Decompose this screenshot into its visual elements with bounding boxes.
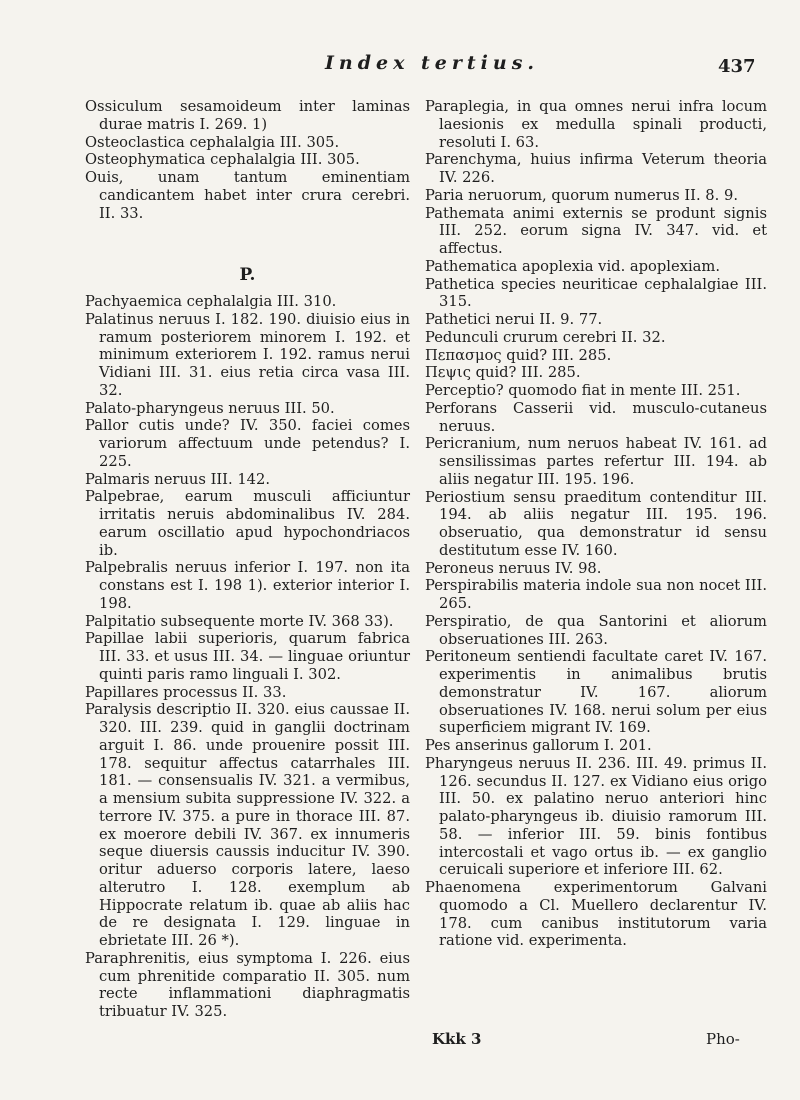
- section-letter: P.: [239, 265, 256, 286]
- index-entry: Pes anserinus gallorum I. 201.: [425, 737, 652, 754]
- index-entry: Pathemata animi externis se produnt signis III. 252. eorum signa IV. 347. vid. et affectus.: [425, 204, 767, 257]
- index-entry: Perspiratio, de qua Santorini et aliorum obseruationes III. 263.: [425, 612, 767, 648]
- index-entry: Pathetici nerui II. 9. 77.: [425, 311, 603, 328]
- index-entry: Perspirabilis materia indole sua non nocet III. 265.: [425, 577, 767, 612]
- right-entries: [425, 98, 767, 950]
- index-entry: Paraphrenitis, eius symptoma I. 226. eius cum phrenitide comparatio II. 305. num recte inflammationi diaphragmatis tribuatur IV. 325.: [85, 949, 410, 1020]
- index-entry: Palpitatio subsequente morte IV. 368 33).: [85, 612, 394, 630]
- index-entry: Phaenomena experimentorum Galvani quomodo a Cl. Muellero declarentur IV. 178. cum canibus institutorum varia ratione vid. experimenta.: [425, 879, 767, 950]
- left-entries: [85, 293, 410, 1021]
- index-entry: Palatinus neruus I. 182. 190. diuisio eius in ramum posteriorem minorem I. 192. et minimum exteriorem I. 192. ramus nerui Vidiani III. 31. eius retia circa vasa III. 32.: [85, 310, 410, 399]
- index-entry: Papillares processus II. 33.: [85, 683, 287, 701]
- index-entry: Palpebralis neruus inferior I. 197. non ita constans est I. 198 1). exterior interior I. 198.: [85, 559, 410, 612]
- left-entries-top: [85, 98, 410, 222]
- index-entry: Paraplegia, in qua omnes nerui infra locum laesionis ex medulla spinali producti, resoluti I. 63.: [425, 98, 767, 151]
- index-entry: Osteophymatica cephalalgia III. 305.: [85, 151, 360, 169]
- index-entry: Periostium sensu praeditum contenditur III. 194. ab aliis negatur III. 195. 196. obseruatio, qua demonstratur id sensu destitutum esse IV. 160.: [425, 488, 767, 559]
- index-entry: Parenchyma, huius infirma Veterum theoria IV. 226.: [425, 151, 767, 186]
- index-entry: Peroneus neruus IV. 98.: [425, 559, 602, 577]
- index-entry: Papillae labii superioris, quarum fabrica III. 33. et usus III. 34. — linguae oriuntur quinti paris ramo linguali I. 302.: [85, 630, 410, 683]
- index-entry: Ossiculum sesamoideum inter laminas durae matris I. 269. 1): [85, 98, 410, 133]
- catchword: Pho-: [706, 1030, 740, 1048]
- index-entry: Πεψις quid? III. 285.: [425, 364, 581, 382]
- index-entry: Osteoclastica cephalalgia III. 305.: [85, 133, 340, 151]
- index-entry: Pallor cutis unde? IV. 350. faciei comes variorum affectuum unde petendus? I. 225.: [85, 417, 410, 470]
- index-entry: Perforans Casserii vid. musculo-cutaneus neruus.: [425, 399, 767, 435]
- index-entry: Ouis, unam tantum eminentiam candicantem habet inter crura cerebri. II. 33.: [85, 169, 410, 222]
- index-entry: Pharyngeus neruus II. 236. III. 49. primus II. 126. secundus II. 127. ex Vidiano eius origo III. 50. ex palatino neruo anteriori hinc palato-pharyngeus ib. diuisio ramorum III. 58. — inferior III. 59. binis fontibus intercostali et vago ortus ib. — ex ganglio ceruicali superiore et inferiore III. 62.: [425, 754, 767, 879]
- right-column: [425, 98, 767, 950]
- index-entry: Πεπασμος quid? III. 285.: [425, 346, 612, 364]
- index-entry: Pathematica apoplexia vid. apoplexiam.: [425, 257, 721, 275]
- index-entry: Peritoneum sentiendi facultate caret IV. 167. experimentis in animalibus brutis demonstratur IV. 167. aliorum obseruationes IV. 168. nerui solum per eius superficiem migrant IV. 169.: [425, 648, 767, 737]
- index-entry: Pachyaemica cephalalgia III. 310.: [85, 293, 337, 310]
- index-entry: Palmaris neruus III. 142.: [85, 470, 271, 488]
- index-entry: Pathetica species neuriticae cephalalgiae III. 315.: [425, 275, 767, 311]
- index-entry: Perceptio? quomodo fiat in mente III. 251.: [425, 382, 741, 399]
- index-entry: Pedunculi crurum cerebri II. 32.: [425, 328, 666, 346]
- index-entry: Pericranium, num neruos habeat IV. 161. ad sensilissimas partes refertur III. 194. ab aliis negatur III. 195. 196.: [425, 435, 767, 488]
- index-entry: Paria neruorum, quorum numerus II. 8. 9.: [425, 186, 738, 204]
- left-column: [85, 98, 410, 1021]
- index-entry: Palpebrae, earum musculi afficiuntur irritatis neruis abdominalibus IV. 284. earum oscillatio apud hypochondriacos ib.: [85, 488, 410, 559]
- index-entry: Palato-pharyngeus neruus III. 50.: [85, 399, 335, 417]
- signature-mark: Kkk 3: [432, 1030, 482, 1048]
- running-head: Index tertius.: [325, 52, 540, 74]
- page-number: 437: [718, 56, 756, 77]
- index-entry: Paralysis descriptio II. 320. eius caussae II. 320. III. 239. quid in ganglii doctrinam arguit I. 86. unde prouenire possit III. 178. sequitur affectus catarrhales III. 181. — consensualis IV. 321. a vermibus, a mensium subita suppressione IV. 322. a terrore IV. 375. a pure in thorace III. 87. ex moerore debili IV. 367. ex innumeris seque diuersis caussis inducitur IV. 390. oritur aduerso corporis latere, laeso alterutro I. 128. exemplum ab Hippocrate relatum ib. quae ab aliis hac de re designata I. 129. linguae in ebrietate III. 26 *).: [85, 701, 410, 949]
